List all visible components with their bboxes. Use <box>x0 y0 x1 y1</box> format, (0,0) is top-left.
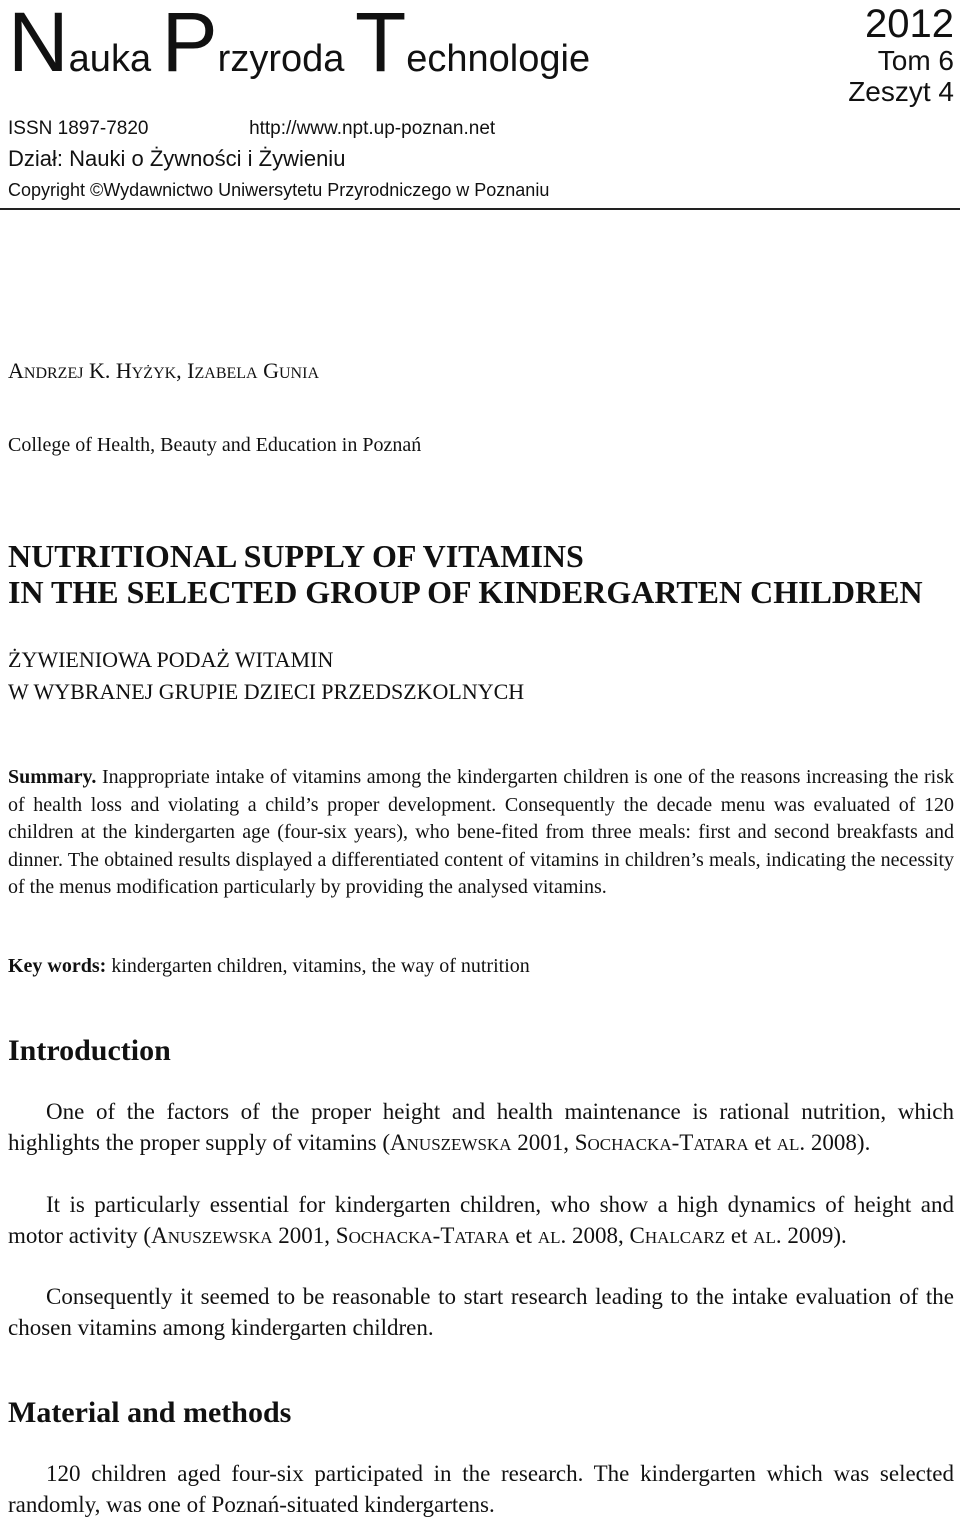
copyright-line: Copyright ©Wydawnictwo Uniwersytetu Przyrodniczego w Poznaniu <box>8 180 550 200</box>
summary-paragraph <box>8 764 954 902</box>
masthead-initial-n: N <box>8 0 69 89</box>
affiliation: College of Health, Beauty and Education in Poznań <box>8 434 422 456</box>
citation-text: A <box>151 1223 168 1248</box>
keywords-label: Key words: <box>8 955 107 977</box>
summary-label: Summary. <box>8 766 97 788</box>
citation-text: - <box>432 1223 441 1248</box>
citation-text: AL <box>753 1228 776 1247</box>
article-title-pl <box>8 644 524 708</box>
citation-text: T <box>440 1223 455 1248</box>
issue-year: 2012 <box>865 2 954 46</box>
introduction-heading: Introduction <box>8 1034 171 1067</box>
author-text: G <box>263 358 279 383</box>
citation-text: . 2008). <box>799 1130 871 1155</box>
title-en-line: NUTRITIONAL SUPPLY OF VITAMINS <box>8 538 584 574</box>
title-pl-line: W WYBRANEJ GRUPIE DZIECI PRZEDSZKOLNYCH <box>8 679 525 704</box>
title-en-line: IN THE SELECTED GROUP OF KINDERGARTEN CHILDREN <box>8 574 923 610</box>
citation-text: T <box>679 1130 694 1155</box>
citation-text: et <box>748 1130 777 1155</box>
citation-text: HALCARZ <box>644 1228 726 1247</box>
author-text: H <box>115 358 132 383</box>
journal-url-link[interactable]: http://www.npt.up-poznan.net <box>249 118 496 139</box>
introduction-p3 <box>8 1281 954 1343</box>
author-text: A <box>8 358 24 383</box>
methods-p1 <box>8 1458 954 1520</box>
citation-text: ATARA <box>693 1135 749 1154</box>
keywords-paragraph <box>8 953 954 981</box>
masthead-word-przyroda: rzyroda <box>217 38 355 80</box>
para-text: 120 children aged four-six participated in the research. The kindergarten which was selected randomly, was one of Poznań-situated kindergartens. <box>8 1461 954 1517</box>
para-text: Consequently it seemed to be reasonable to start research leading to the intake evaluation of the chosen vitamins among kindergarten children. <box>8 1284 954 1340</box>
citation-text: A <box>390 1130 407 1155</box>
citation-text: . 2008, <box>560 1223 630 1248</box>
author-text: YŻYK <box>131 365 177 382</box>
introduction-p2 <box>8 1189 954 1253</box>
issn: ISSN 1897-7820 <box>8 118 149 139</box>
article-title-en <box>8 538 923 610</box>
citation-text: NUSZEWSKA <box>167 1228 273 1247</box>
author-text: NDRZEJ <box>23 365 84 382</box>
author-line <box>8 358 319 384</box>
masthead-word-nauka: auka <box>68 38 162 80</box>
citation-text: OCHACKA <box>348 1228 433 1247</box>
methods-heading: Material and methods <box>8 1396 292 1429</box>
citation-text: - <box>671 1130 680 1155</box>
citation-text: 2001, <box>511 1130 575 1155</box>
para-text: It is particularly essential for kindergarten children, who show a high dynamics of height and motor activity ( <box>8 1192 954 1248</box>
title-pl-line: ŻYWIENIOWA PODAŻ WITAMIN <box>8 647 334 672</box>
issue-info <box>848 4 954 106</box>
citation-text: AL <box>776 1135 800 1154</box>
citation-text: ATARA <box>454 1228 510 1247</box>
keywords-text: kindergarten children, vitamins, the way of nutrition <box>106 955 530 977</box>
citation-text: C <box>629 1223 645 1248</box>
citation-text: AL <box>537 1228 561 1247</box>
masthead-initial-p: P <box>161 0 218 89</box>
masthead-word-technologie: echnologie <box>406 38 591 80</box>
issue-volume: Tom 6 <box>877 45 954 76</box>
citation-text: . 2009). <box>775 1223 847 1248</box>
citation-text: et <box>509 1223 538 1248</box>
citation-text: et <box>725 1223 754 1248</box>
header-rule <box>0 208 960 210</box>
introduction-p1 <box>8 1096 954 1160</box>
citation-text: S <box>574 1130 588 1155</box>
author-text: ZABELA <box>194 365 258 382</box>
issn-line <box>8 118 495 140</box>
issue-number: Zeszyt 4 <box>848 76 954 107</box>
author-text: I <box>187 358 195 383</box>
section-line: Dział: Nauki o Żywności i Żywieniu <box>8 146 346 171</box>
author-text: K. <box>83 358 116 383</box>
author-text: UNIA <box>279 365 319 382</box>
citation-text: NUSZEWSKA <box>406 1135 512 1154</box>
citation-text: S <box>335 1223 349 1248</box>
summary-text: Inappropriate intake of vitamins among the kindergarten children is one of the reasons increasing the risk of health loss and violating a child’s proper development. Consequently the decade menu was evaluated of 120 children at the kindergarten age (four-six years), who bene-fited from three meals: first and second breakfasts and dinner. The obtained results displayed a differentiated content of vitamins in children’s meals, indicating the necessity of the menus modification particularly by providing the analysed vitamins. <box>8 766 954 898</box>
para-text: One of the factors of the proper height and health maintenance is rational nutrition, which highlights the proper supply of vitamins ( <box>8 1099 954 1155</box>
citation-text: OCHACKA <box>587 1135 672 1154</box>
author-text: , <box>176 358 188 383</box>
journal-masthead <box>8 0 591 89</box>
masthead-initial-t: T <box>354 0 407 89</box>
citation-text: 2001, <box>272 1223 336 1248</box>
